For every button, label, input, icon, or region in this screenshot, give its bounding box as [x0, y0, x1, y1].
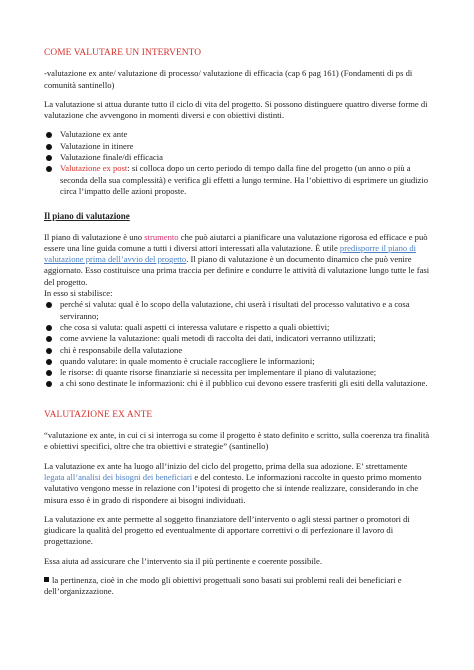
heading-come-valutare: COME VALUTARE UN INTERVENTO: [44, 48, 202, 58]
aiuta-paragraph: Essa aiuta ad assicurare che l’intervento sia il più pertinente e coerente possibile.: [44, 555, 322, 566]
list-item: [44, 129, 430, 140]
stabilisce-intro: In esso si stabilisce:: [44, 288, 113, 299]
quote-paragraph: “valutazione ex ante, in cui ci si interroga su come il progetto è stato definito e scritto, sulla coerenza tra finalità e obiettivi specifici, oltre che tra obiettivi e strategie” (santinello): [44, 430, 430, 452]
square-bullet-icon: [44, 577, 49, 582]
exante-paragraph: La valutazione ex ante ha luogo all’inizio del ciclo del progetto, prima della sua adozione. E’ strettamente legata all’analisi dei bisogni dei beneficiari e del contesto. Le informazioni raccolte in questo primo momento valutativo vengono messe in relazione con l’ipotesi di progetto che si intende realizzare, considerando in che misura esso è in grado di rispondere ai bisogni individuati.: [44, 460, 422, 505]
list-item: perché si valuta: qual è lo scopo della valutazione, chi userà i risultati del processo valutativo e a cosa serviranno;: [44, 299, 430, 322]
bullet-icon: [46, 359, 52, 365]
list-item-text: : si colloca dopo un certo periodo di tempo dalla fine del progetto (un anno o più a seconda della sua complessità) e verifica gli effetti a lungo termine. Ha l’obiettivo di esprimere un giudizio circa l’impatto delle azioni proposte.: [60, 163, 429, 196]
highlight-predisporre: predisporre il piano di valutazione prima dell’avvio del progetto: [44, 242, 417, 265]
bullet-icon: [46, 302, 52, 308]
highlight-analisi-bisogni: legata all’analisi dei bisogni dei beneficiari: [44, 471, 193, 482]
stabilisce-list: [44, 299, 430, 389]
pertinenza-paragraph: la pertinenza, cioè in che modo gli obiettivi progettuali sono basati sui problemi reali dei beneficiari e dell’organizzazione.: [44, 574, 402, 597]
list-item: quando valutare: in quale momento è cruciale raccogliere le informazioni;: [44, 356, 430, 367]
bullet-icon: [46, 166, 52, 172]
bullet-icon: [46, 336, 52, 342]
bullet-icon: [46, 381, 52, 387]
list-item: [44, 152, 430, 163]
list-item: [44, 141, 430, 152]
forme-list: [44, 129, 430, 197]
bullet-icon: [46, 155, 52, 161]
ex-post-label: Valutazione ex post: [60, 163, 128, 174]
intro-paragraph: -valutazione ex ante/ valutazione di processo/ valutazione di efficacia (cap 6 pag 161) (Fondamenti di ps di comunità santinello): [44, 68, 413, 90]
section-title-piano: Il piano di valutazione: [44, 211, 130, 222]
permette-paragraph: La valutazione ex ante permette al soggetto finanziatore dell’intervento o agli stessi partner o promotori di giudicare la qualità del progetto ed eventualmente di apportare correttivi o di perfezionare il lavoro di progettazione.: [44, 513, 410, 547]
list-item: [44, 163, 430, 197]
list-item-text: Valutazione ex ante: [60, 129, 128, 140]
heading-valutazione-ex-ante: VALUTAZIONE EX ANTE: [44, 409, 153, 420]
list-item: come avviene la valutazione: quali metodi di raccolta dei dati, indicatori verranno utilizzati;: [44, 333, 430, 344]
bullet-icon: [46, 325, 52, 331]
list-item-text: Valutazione finale/di efficacia: [60, 152, 163, 163]
list-item: a chi sono destinate le informazioni: chi è il pubblico cui devono essere trasferiti gli esiti della valutazione.: [44, 378, 430, 389]
bullet-icon: [46, 132, 52, 138]
piano-paragraph: Il piano di valutazione è uno strumento che può aiutarci a pianificare una valutazione rigorosa ed efficace e può essere una line guida comune a tutti i diversi attori interessati alla valutazione. È utile predisporre il piano di valutazione prima dell’avvio del progetto. Il piano di valutazione è un documento dinamico che può venire aggiornato. Esso costituisce una prima traccia per definire e condurre le attività di valutazione lungo tutte le fasi del progetto.: [44, 231, 430, 287]
bullet-icon: [46, 370, 52, 376]
list-item-text: Valutazione in itinere: [60, 140, 134, 151]
highlight-strumento: strumento: [144, 231, 179, 242]
bullet-icon: [46, 144, 52, 150]
valutazione-paragraph: La valutazione si attua durante tutto il ciclo di vita del progetto. Si possono distinguere quattro diverse forme di valutazione che avvengono in momenti diversi e con obiettivi distinti.: [44, 98, 428, 121]
bullet-icon: [46, 348, 52, 354]
list-item: chi è responsabile della valutazione: [44, 345, 430, 356]
list-item: le risorse: di quante risorse finanziarie si necessita per implementare il piano di valutazione;: [44, 367, 430, 378]
list-item: che cosa si valuta: quali aspetti ci interessa valutare e rispetto a quali obiettivi;: [44, 322, 430, 333]
